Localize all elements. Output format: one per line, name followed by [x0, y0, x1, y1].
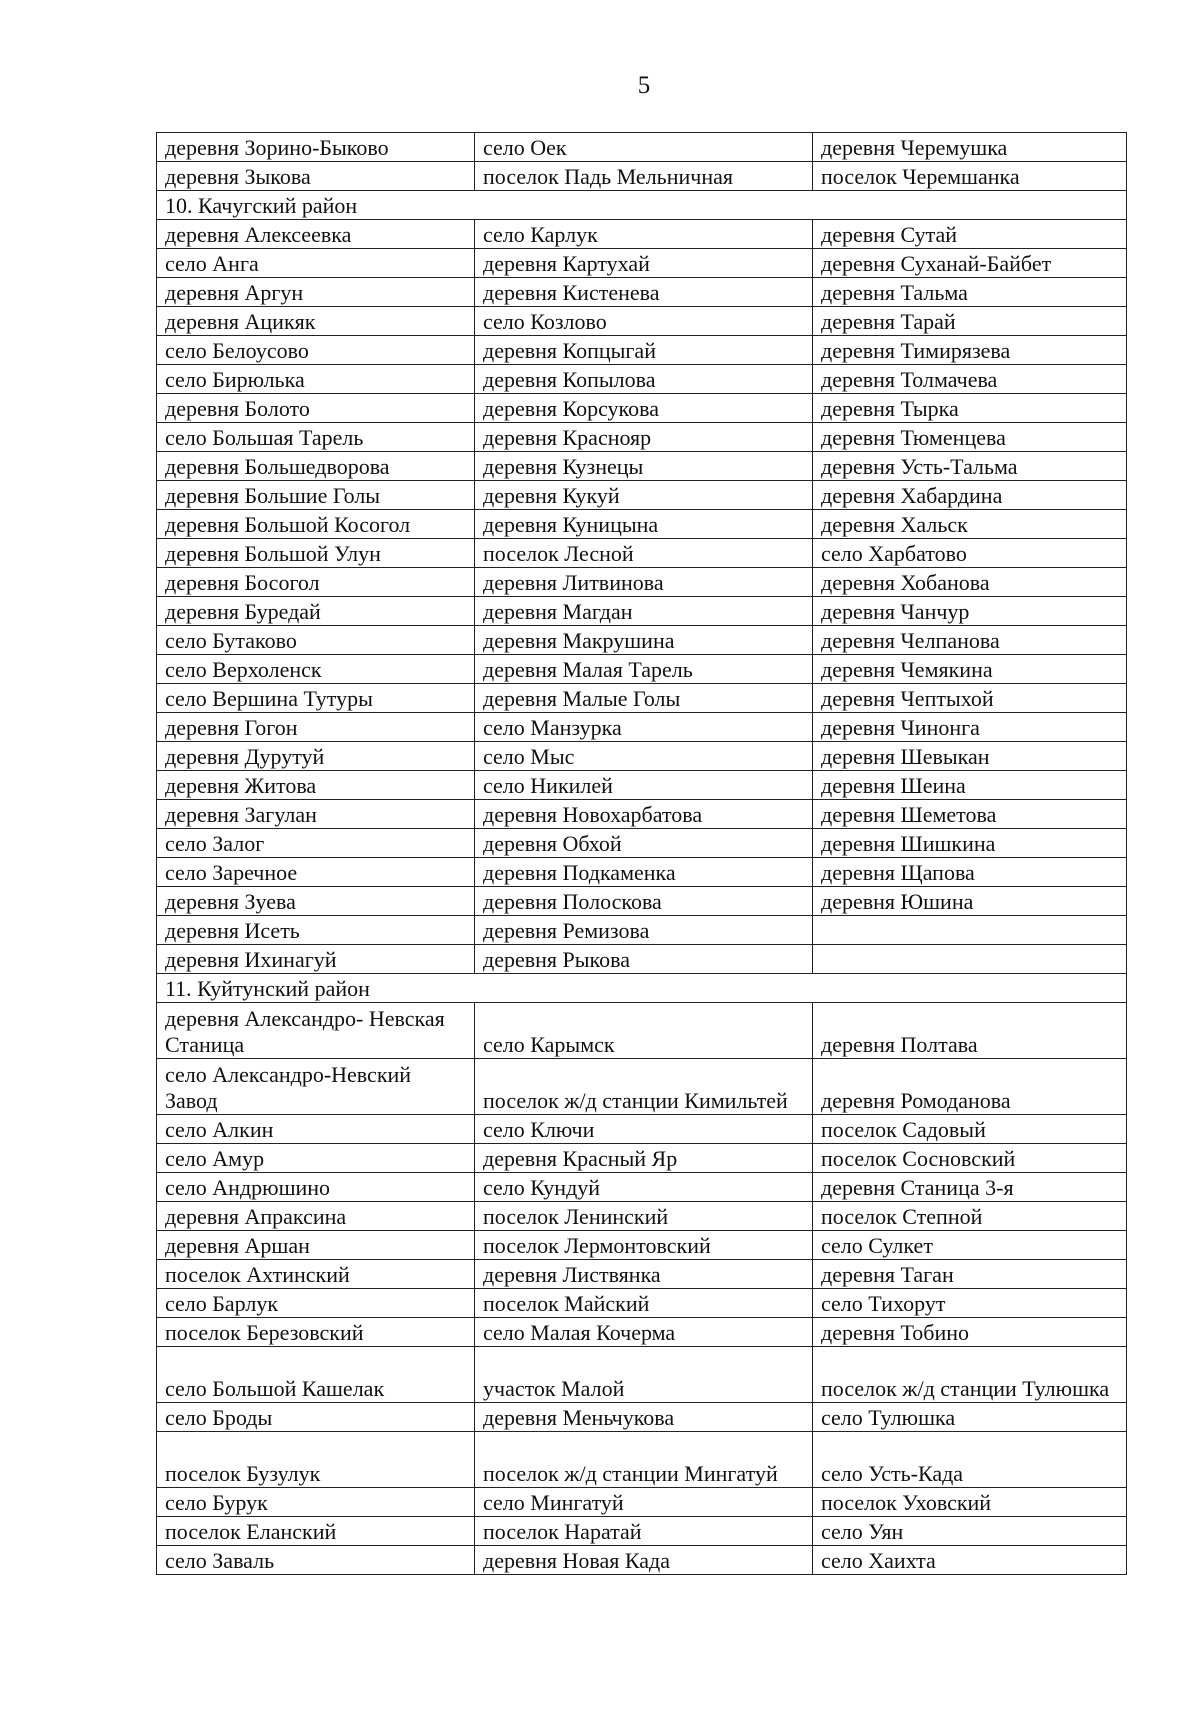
settlement-cell: деревня Чептыхой: [813, 684, 1127, 713]
settlement-cell: деревня Сутай: [813, 220, 1127, 249]
settlement-cell: село Карлук: [475, 220, 813, 249]
settlement-cell: село Мингатуй: [475, 1488, 813, 1517]
table-row: [157, 423, 1127, 452]
settlement-cell: село Верхоленск: [157, 655, 475, 684]
table-row: [157, 916, 1127, 945]
settlement-cell: поселок Березовский: [157, 1318, 475, 1347]
settlement-cell: деревня Большой Косогол: [157, 510, 475, 539]
settlement-cell: село Броды: [157, 1403, 475, 1432]
settlement-cell: деревня Тюменцева: [813, 423, 1127, 452]
settlement-cell: деревня Рыкова: [475, 945, 813, 974]
page-number: 5: [637, 72, 651, 99]
table-row: [157, 1517, 1127, 1546]
settlement-cell: деревня Тырка: [813, 394, 1127, 423]
settlement-cell: деревня Таган: [813, 1260, 1127, 1289]
settlement-cell: поселок ж/д станции Тулюшка: [813, 1347, 1127, 1403]
settlement-cell: поселок Ленинский: [475, 1202, 813, 1231]
settlement-cell: деревня Юшина: [813, 887, 1127, 916]
settlement-cell: деревня Шевыкан: [813, 742, 1127, 771]
settlement-cell: село Александро-Невский Завод: [157, 1059, 475, 1115]
settlement-cell: деревня Ремизова: [475, 916, 813, 945]
settlement-cell: деревня Тобино: [813, 1318, 1127, 1347]
settlement-cell: поселок Майский: [475, 1289, 813, 1318]
settlement-cell: деревня Алексеевка: [157, 220, 475, 249]
table-row: [157, 1231, 1127, 1260]
table-row: [157, 1546, 1127, 1575]
settlement-cell: деревня Обхой: [475, 829, 813, 858]
settlement-cell: деревня Большой Улун: [157, 539, 475, 568]
settlement-cell: деревня Листвянка: [475, 1260, 813, 1289]
settlement-cell: поселок ж/д станции Кимильтей: [475, 1059, 813, 1115]
settlement-cell: деревня Хабардина: [813, 481, 1127, 510]
settlement-cell: деревня Полтава: [813, 1003, 1127, 1059]
settlement-cell: деревня Новая Када: [475, 1546, 813, 1575]
settlement-cell: деревня Усть-Тальма: [813, 452, 1127, 481]
settlement-cell: деревня Красный Яр: [475, 1144, 813, 1173]
settlement-cell: поселок Лесной: [475, 539, 813, 568]
settlement-cell: деревня Загулан: [157, 800, 475, 829]
settlement-cell: село Мыс: [475, 742, 813, 771]
settlement-cell: деревня Корсукова: [475, 394, 813, 423]
table-row: [157, 568, 1127, 597]
settlements-table: [156, 132, 1127, 1575]
settlement-cell: поселок Падь Мельничная: [475, 162, 813, 191]
settlement-cell: деревня Александро- Невская Станица: [157, 1003, 475, 1059]
table-row: [157, 597, 1127, 626]
table-row: [157, 1432, 1127, 1488]
settlement-cell: село Уян: [813, 1517, 1127, 1546]
settlement-cell: село Тулюшка: [813, 1403, 1127, 1432]
table-row: [157, 713, 1127, 742]
table-row: [157, 249, 1127, 278]
settlement-cell: участок Малой: [475, 1347, 813, 1403]
settlement-cell: деревня Суханай-Байбет: [813, 249, 1127, 278]
table-row: [157, 162, 1127, 191]
settlement-cell: деревня Чинонга: [813, 713, 1127, 742]
settlement-cell: деревня Босогол: [157, 568, 475, 597]
table-row: [157, 539, 1127, 568]
section-heading-row: [157, 974, 1127, 1003]
settlement-cell: деревня Исеть: [157, 916, 475, 945]
settlement-cell: село Усть-Када: [813, 1432, 1127, 1488]
settlement-cell: деревня Литвинова: [475, 568, 813, 597]
settlement-cell: деревня Аршан: [157, 1231, 475, 1260]
settlement-cell: село Амур: [157, 1144, 475, 1173]
settlement-cell: село Бирюлька: [157, 365, 475, 394]
settlement-cell: деревня Ромоданова: [813, 1059, 1127, 1115]
table-row: [157, 1289, 1127, 1318]
section-heading-row: [157, 191, 1127, 220]
table-row: [157, 133, 1127, 162]
settlement-cell: деревня Чемякина: [813, 655, 1127, 684]
settlement-cell: село Никилей: [475, 771, 813, 800]
table-row: [157, 510, 1127, 539]
table-row: [157, 220, 1127, 249]
settlement-cell: деревня Шишкина: [813, 829, 1127, 858]
settlement-cell: деревня Станица 3-я: [813, 1173, 1127, 1202]
settlement-cell: деревня Кукуй: [475, 481, 813, 510]
settlement-cell: село Бурук: [157, 1488, 475, 1517]
settlement-cell: деревня Кистенева: [475, 278, 813, 307]
settlement-cell: поселок ж/д станции Мингатуй: [475, 1432, 813, 1488]
settlement-cell: поселок Еланский: [157, 1517, 475, 1546]
settlement-cell: деревня Копылова: [475, 365, 813, 394]
settlement-cell: деревня Большие Голы: [157, 481, 475, 510]
table-row: [157, 365, 1127, 394]
settlement-cell: деревня Тимирязева: [813, 336, 1127, 365]
settlement-cell: деревня Дурутуй: [157, 742, 475, 771]
table-row: [157, 800, 1127, 829]
table-row: [157, 1173, 1127, 1202]
settlement-cell: село Тихорут: [813, 1289, 1127, 1318]
settlement-cell: село Заречное: [157, 858, 475, 887]
settlement-cell: деревня Зорино-Быково: [157, 133, 475, 162]
settlement-cell: деревня Апраксина: [157, 1202, 475, 1231]
settlement-cell: деревня Челпанова: [813, 626, 1127, 655]
settlement-cell: деревня Копцыгай: [475, 336, 813, 365]
table-row: [157, 1144, 1127, 1173]
settlement-cell: деревня Черемушка: [813, 133, 1127, 162]
table-row: [157, 336, 1127, 365]
table-row: [157, 1059, 1127, 1115]
settlement-cell: поселок Лермонтовский: [475, 1231, 813, 1260]
settlement-cell: деревня Новохарбатова: [475, 800, 813, 829]
table-row: [157, 481, 1127, 510]
settlement-cell: деревня Толмачева: [813, 365, 1127, 394]
settlement-cell: село Малая Кочерма: [475, 1318, 813, 1347]
settlement-cell: деревня Щапова: [813, 858, 1127, 887]
settlement-cell: деревня Большедворова: [157, 452, 475, 481]
settlement-cell: село Алкин: [157, 1115, 475, 1144]
settlement-cell: деревня Малая Тарель: [475, 655, 813, 684]
table-row: [157, 945, 1127, 974]
settlement-cell: деревня Буредай: [157, 597, 475, 626]
settlement-cell: деревня Гогон: [157, 713, 475, 742]
settlement-cell: деревня Аргун: [157, 278, 475, 307]
settlement-cell: поселок Садовый: [813, 1115, 1127, 1144]
settlement-cell: поселок Степной: [813, 1202, 1127, 1231]
table-row: [157, 742, 1127, 771]
table-row: [157, 452, 1127, 481]
settlement-cell: деревня Тарай: [813, 307, 1127, 336]
settlement-cell: село Сулкет: [813, 1231, 1127, 1260]
settlement-cell: [813, 916, 1127, 945]
settlement-cell: село Ключи: [475, 1115, 813, 1144]
settlement-cell: деревня Макрушина: [475, 626, 813, 655]
settlement-cell: деревня Шеметова: [813, 800, 1127, 829]
table-row: [157, 1202, 1127, 1231]
settlement-cell: деревня Краснояр: [475, 423, 813, 452]
settlement-cell: село Вершина Тутуры: [157, 684, 475, 713]
table-row: [157, 655, 1127, 684]
settlement-cell: деревня Куницына: [475, 510, 813, 539]
table-row: [157, 1318, 1127, 1347]
settlement-cell: село Анга: [157, 249, 475, 278]
settlement-cell: село Большой Кашелак: [157, 1347, 475, 1403]
table-row: [157, 307, 1127, 336]
settlement-cell: село Большая Тарель: [157, 423, 475, 452]
settlement-cell: деревня Картухай: [475, 249, 813, 278]
settlement-cell: деревня Ихинагуй: [157, 945, 475, 974]
settlement-cell: деревня Подкаменка: [475, 858, 813, 887]
settlement-cell: село Бутаково: [157, 626, 475, 655]
settlement-cell: село Андрюшино: [157, 1173, 475, 1202]
settlement-cell: деревня Чанчур: [813, 597, 1127, 626]
settlement-cell: деревня Тальма: [813, 278, 1127, 307]
table-row: [157, 394, 1127, 423]
settlement-cell: деревня Магдан: [475, 597, 813, 626]
settlement-cell: село Барлук: [157, 1289, 475, 1318]
settlement-cell: поселок Бузулук: [157, 1432, 475, 1488]
settlement-cell: село Козлово: [475, 307, 813, 336]
settlement-cell: деревня Шеина: [813, 771, 1127, 800]
settlement-cell: село Хаихта: [813, 1546, 1127, 1575]
settlement-cell: село Оек: [475, 133, 813, 162]
table-row: [157, 1347, 1127, 1403]
settlement-cell: деревня Хальск: [813, 510, 1127, 539]
section-heading: 10. Качугский район: [157, 191, 1127, 220]
table-row: [157, 1488, 1127, 1517]
section-heading: 11. Куйтунский район: [157, 974, 1127, 1003]
table-row: [157, 1003, 1127, 1059]
table-row: [157, 278, 1127, 307]
settlement-cell: поселок Сосновский: [813, 1144, 1127, 1173]
settlement-cell: [813, 945, 1127, 974]
settlement-cell: село Залог: [157, 829, 475, 858]
settlement-cell: деревня Зуева: [157, 887, 475, 916]
settlement-cell: деревня Зыкова: [157, 162, 475, 191]
settlement-cell: село Манзурка: [475, 713, 813, 742]
settlement-cell: деревня Болото: [157, 394, 475, 423]
table-row: [157, 829, 1127, 858]
settlement-cell: деревня Житова: [157, 771, 475, 800]
settlement-cell: деревня Хобанова: [813, 568, 1127, 597]
table-row: [157, 684, 1127, 713]
table-row: [157, 1260, 1127, 1289]
settlement-cell: село Кундуй: [475, 1173, 813, 1202]
settlement-cell: деревня Полоскова: [475, 887, 813, 916]
settlement-cell: поселок Ахтинский: [157, 1260, 475, 1289]
settlement-cell: деревня Малые Голы: [475, 684, 813, 713]
settlement-cell: поселок Черемшанка: [813, 162, 1127, 191]
table-row: [157, 626, 1127, 655]
settlements-table-body: [157, 133, 1127, 1575]
settlement-cell: поселок Наратай: [475, 1517, 813, 1546]
table-row: [157, 1403, 1127, 1432]
settlement-cell: село Харбатово: [813, 539, 1127, 568]
settlement-cell: деревня Меньчукова: [475, 1403, 813, 1432]
table-row: [157, 1115, 1127, 1144]
settlement-cell: поселок Уховский: [813, 1488, 1127, 1517]
table-row: [157, 771, 1127, 800]
table-row: [157, 887, 1127, 916]
settlement-cell: село Белоусово: [157, 336, 475, 365]
table-row: [157, 858, 1127, 887]
settlement-cell: село Карымск: [475, 1003, 813, 1059]
settlement-cell: деревня Ацикяк: [157, 307, 475, 336]
settlement-cell: деревня Кузнецы: [475, 452, 813, 481]
settlement-cell: село Заваль: [157, 1546, 475, 1575]
